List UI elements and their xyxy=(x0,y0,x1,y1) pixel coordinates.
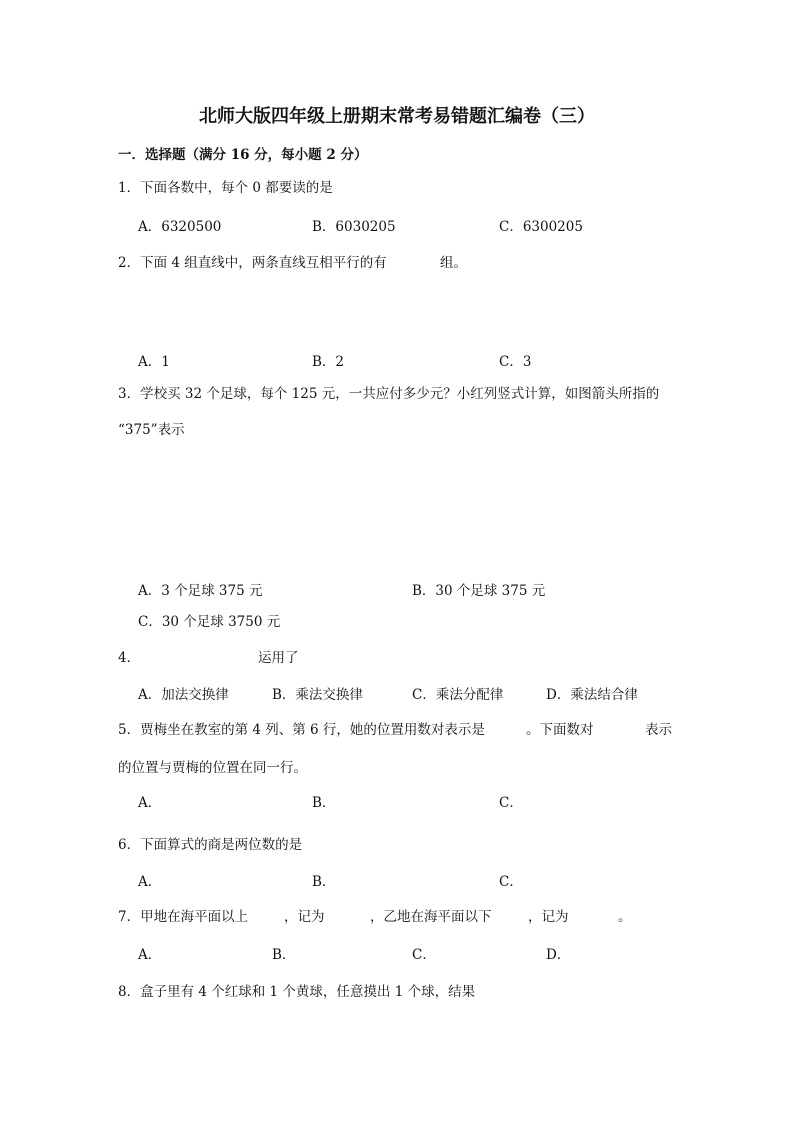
question-stem: 6．下面算式的商是两位数的是 xyxy=(118,837,303,853)
option-a: A．3 个足球 375 元 xyxy=(138,583,263,599)
question-stem-part-2: 。下面数对 xyxy=(526,722,594,738)
option-b: B．30 个足球 375 元 xyxy=(412,583,546,599)
option-a: A．6320500 xyxy=(138,219,222,235)
question-stem-part-1: 5．贾梅坐在教室的第 4 列、第 6 行，她的位置用数对表示是 xyxy=(118,722,485,738)
option-b: B．乘法交换律 xyxy=(272,687,363,703)
option-c: C． xyxy=(499,795,523,811)
question-stem: 1．下面各数中，每个 0 都要读的是 xyxy=(118,180,333,196)
question-stem-end: 组。 xyxy=(440,255,467,271)
option-c: C．乘法分配律 xyxy=(412,687,504,703)
option-c: C． xyxy=(412,947,436,963)
question-stem-line-2: “375”表示 xyxy=(118,422,185,438)
option-b: B． xyxy=(272,947,296,963)
option-a: A． xyxy=(138,874,162,890)
question-stem-line-2: 的位置与贾梅的位置在同一行。 xyxy=(118,760,307,776)
option-d: D． xyxy=(546,947,571,963)
option-d: D．乘法结合律 xyxy=(546,687,638,703)
option-b: B． xyxy=(312,795,336,811)
question-stem-part-3: 表示 xyxy=(645,722,672,738)
option-c: C． xyxy=(499,874,523,890)
figure-placeholder xyxy=(138,448,658,572)
option-a: A． xyxy=(138,947,162,963)
question-stem: 8．盒子里有 4 个红球和 1 个黄球，任意摸出 1 个球，结果 xyxy=(118,984,476,1000)
page-title: 北师大版四年级上册期末常考易错题汇编卷（三） xyxy=(199,106,595,127)
option-a: A． xyxy=(138,795,162,811)
option-b: B． xyxy=(312,874,336,890)
question-stem-line-1: 3．学校买 32 个足球，每个 125 元，一共应付多少元？小红列竖式计算，如图箭头所指的 xyxy=(118,386,660,402)
question-stem-part-4: ，记为 xyxy=(528,909,569,925)
option-b: B．6030205 xyxy=(312,219,396,235)
option-a: A．1 xyxy=(138,354,170,370)
question-stem-part-3: ，乙地在海平面以下 xyxy=(370,909,492,925)
option-c: C．6300205 xyxy=(499,219,583,235)
question-number: 4． xyxy=(118,650,141,666)
option-c: C．3 xyxy=(499,354,532,370)
question-stem: 运用了 xyxy=(258,650,299,666)
question-stem-part-5: 。 xyxy=(618,909,632,925)
option-a: A．加法交换律 xyxy=(138,687,229,703)
question-stem-part-1: 7．甲地在海平面以上 xyxy=(118,909,249,925)
section-heading: 一．选择题（满分 16 分，每小题 2 分） xyxy=(118,147,368,163)
question-stem: 2．下面 4 组直线中，两条直线互相平行的有 xyxy=(118,255,387,271)
option-b: B．2 xyxy=(312,354,345,370)
figure-placeholder xyxy=(138,280,658,344)
question-stem-part-2: ，记为 xyxy=(284,909,325,925)
option-c: C．30 个足球 3750 元 xyxy=(138,614,281,630)
